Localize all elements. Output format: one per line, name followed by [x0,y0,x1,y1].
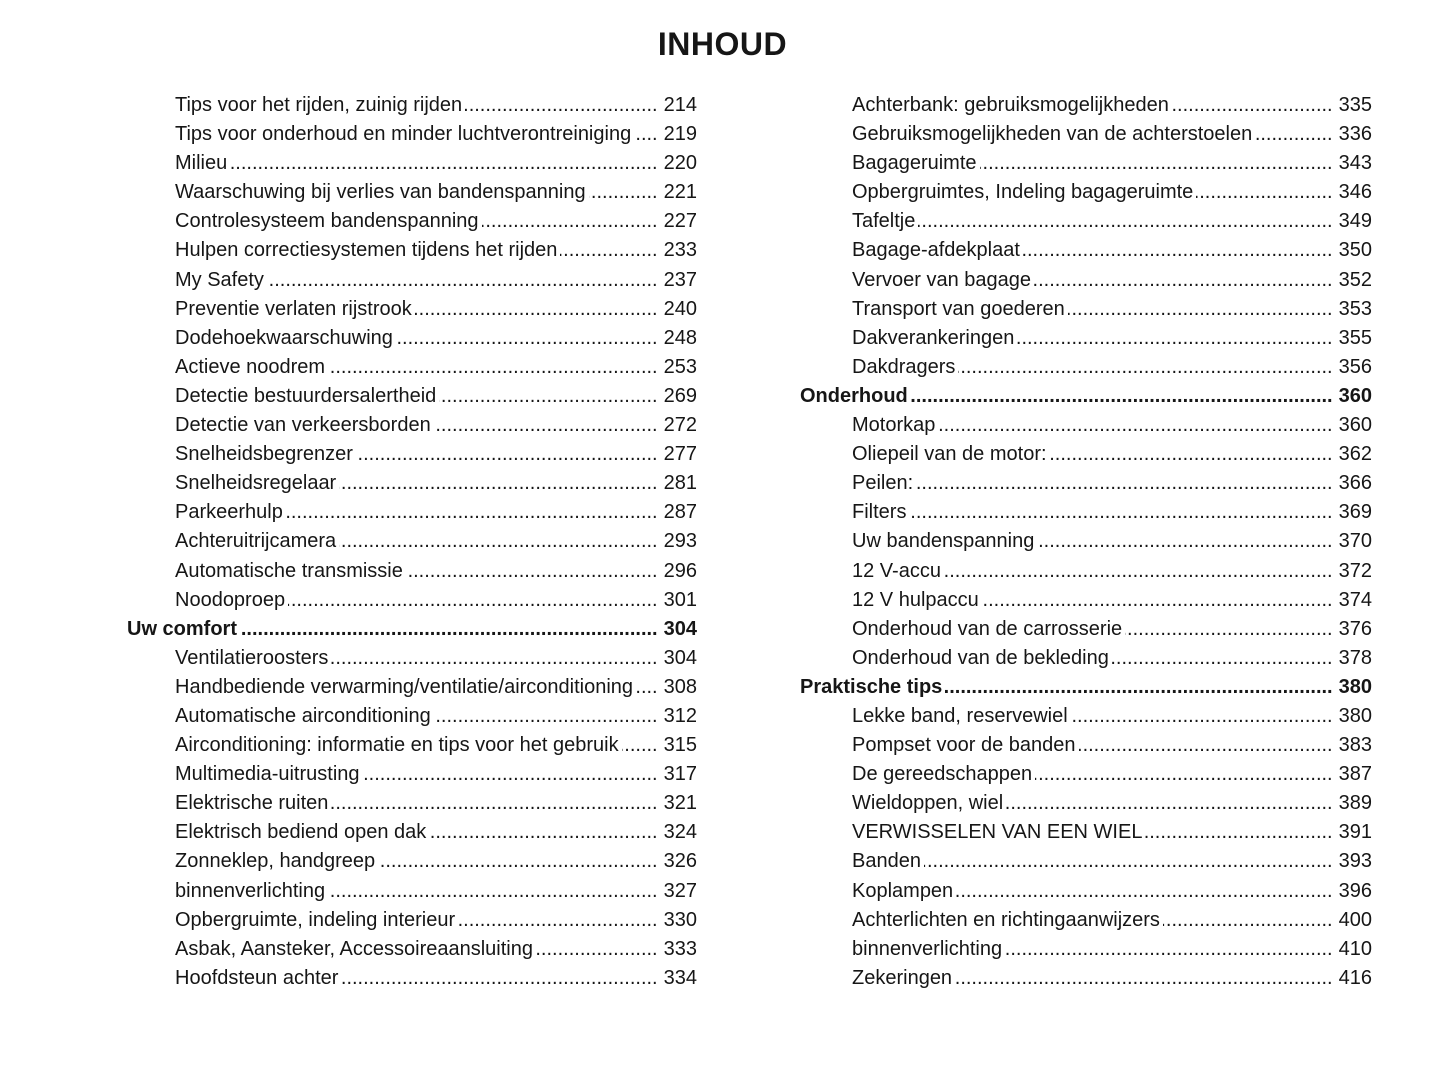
toc-entry-label: 12 V-accu [852,559,941,582]
dot-leader [938,411,1332,440]
page-number: 330 [663,908,697,931]
toc-entry-label: Elektrisch bediend open dak [175,821,427,844]
toc-entry [127,818,697,847]
toc-entry [800,789,1372,818]
page-number: 227 [663,210,697,233]
page-number: 393 [1338,850,1372,873]
dot-leader [1255,120,1332,149]
dot-leader [1005,935,1333,964]
page-number: 355 [1338,326,1372,349]
dot-leader [955,964,1333,993]
toc-entry [127,149,697,178]
toc-entry [127,382,697,411]
page-number: 383 [1338,734,1372,757]
page-number: 333 [663,937,697,960]
dot-leader [1172,91,1333,120]
toc-entry-label: Praktische tips [800,675,943,698]
toc-entry-label: Tips voor onderhoud en minder luchtverontreiniging [175,123,632,146]
toc-entry-label: Onderhoud van de bekleding [852,646,1109,669]
page-number: 380 [1338,704,1372,727]
toc-entry-label: Uw bandenspanning [852,530,1035,553]
toc-entry [127,557,697,586]
toc-entry [800,324,1372,353]
page-number: 374 [1338,588,1372,611]
page-number: 240 [663,297,697,320]
dot-leader [341,964,657,993]
dot-leader [429,818,657,847]
toc-entry-label: Vervoer van bagage [852,268,1032,291]
dot-leader [439,382,657,411]
toc-entry [127,760,697,789]
toc-entry [800,469,1372,498]
page-number: 353 [1338,297,1372,320]
toc-entry-label: Wieldoppen, wiel [852,792,1004,815]
dot-leader [286,498,658,527]
page-number: 248 [663,326,697,349]
toc-entry-label: De gereedschappen [852,763,1033,786]
toc-entry [800,178,1372,207]
toc-entry [800,586,1372,615]
dot-leader [328,877,658,906]
page-number: 360 [1338,414,1372,437]
page-number: 416 [1338,966,1372,989]
toc-entry [127,527,697,556]
dot-leader [944,557,1333,586]
toc-entry [800,353,1372,382]
toc-entry-label: Onderhoud van de carrosserie [852,617,1123,640]
page-number: 221 [663,181,697,204]
page-number: 312 [663,704,697,727]
dot-leader [945,673,1332,702]
toc-entry [800,964,1372,993]
page-number: 304 [663,617,697,640]
dot-leader [434,411,658,440]
toc-entry-label: Bagageruimte [852,152,977,175]
page-number: 327 [663,879,697,902]
toc-entry [127,266,697,295]
toc-entry [800,731,1372,760]
toc-entry [127,411,697,440]
toc-entry [800,906,1372,935]
toc-entry [127,91,697,120]
toc-entry-label: Peilen: [852,472,914,495]
toc-entry [800,702,1372,731]
dot-leader [288,586,658,615]
toc-entry-label: Banden [852,850,921,873]
page-number: 304 [663,646,697,669]
dot-leader [1071,702,1333,731]
toc-entry-label: Transport van goederen [852,297,1065,320]
dot-leader [458,906,657,935]
dot-leader [911,382,1333,411]
page-number: 335 [1338,94,1372,116]
page-number: 372 [1338,559,1372,582]
dot-leader [1068,295,1333,324]
dot-leader [1163,906,1333,935]
toc-entry [127,673,697,702]
dot-leader [1035,760,1332,789]
dot-leader [589,178,658,207]
page-title: INHOUD [657,26,788,62]
toc-entry [127,498,697,527]
toc-entry-label: binnenverlichting [175,879,326,902]
page-number: 219 [663,123,697,146]
toc-entry [127,789,697,818]
toc-entry-label: Automatische airconditioning [175,704,431,727]
toc-entry [800,120,1372,149]
toc-entry-label: Opbergruimtes, Indeling bagageruimte [852,181,1194,204]
toc-entry-label: Opbergruimte, indeling interieur [175,908,456,931]
dot-leader [415,295,658,324]
toc-entry-label: Ventilatieroosters [175,646,329,669]
toc-entry-label: Filters [852,501,907,524]
toc-entry-label: Handbediende verwarming/ventilatie/airconditioning [175,675,634,698]
toc-entry-label: Elektrische ruiten [175,792,329,815]
toc-entry-label: Snelheidsbegrenzer [175,443,353,466]
toc-entry [800,91,1372,120]
page-number: 343 [1338,152,1372,175]
toc-entry-label: Motorkap [852,414,936,437]
toc-entry-label: Achteruitrijcamera [175,530,337,553]
toc-entry-label: Zonneklep, handgreep [175,850,376,873]
page-number: 334 [663,966,697,989]
page-number: 387 [1338,763,1372,786]
toc-entry-label: Oliepeil van de motor: [852,443,1047,466]
toc-entry-label: Multimedia-uitrusting [175,763,360,786]
page-number: 308 [663,675,697,698]
page-number: 301 [663,588,697,611]
toc-entry-label: Dakverankeringen [852,326,1015,349]
page-number: 315 [663,734,697,757]
toc-entry-label: Bagage-afdekplaat [852,239,1020,262]
dot-leader [1037,527,1332,556]
dot-leader [622,731,658,760]
toc-entry-label: Gebruiksmogelijkheden van de achterstoelen [852,123,1253,146]
toc-entry-label: Onderhoud [800,384,908,407]
page-number: 281 [663,472,697,495]
toc-entry-label: Hoofdsteun achter [175,966,339,989]
page-number: 350 [1338,239,1372,262]
dot-leader [1196,178,1332,207]
page-number: 321 [663,792,697,815]
dot-leader [1006,789,1332,818]
dot-leader [958,353,1332,382]
toc-entry-label: My Safety [175,268,264,291]
toc-entry [127,120,697,149]
dot-leader [331,789,657,818]
toc-entry [127,644,697,673]
page-number: 214 [663,94,697,116]
toc-entry [127,877,697,906]
toc-entry-label: Achterlichten en richtingaanwijzers [852,908,1160,931]
dot-leader [406,557,658,586]
toc-entry-label: Snelheidsregelaar [175,472,337,495]
dot-leader [636,673,658,702]
page-number: 277 [663,443,697,466]
toc-entry-label: Asbak, Aansteker, Accessoireaansluiting [175,937,533,960]
toc-column-left [127,91,697,993]
dot-leader [918,207,1332,236]
toc-column-right [800,91,1372,993]
toc-entry [127,906,697,935]
toc-entry-label: 12 V hulpaccu [852,588,979,611]
toc-section-header [800,673,1372,702]
toc-entry [127,440,697,469]
page-number: 376 [1338,617,1372,640]
dot-leader [363,760,658,789]
dot-leader [1023,236,1333,265]
toc-entry-label: VERWISSELEN VAN EEN WIEL [852,821,1143,844]
dot-leader [356,440,658,469]
dot-leader [1017,324,1332,353]
page-number: 360 [1338,384,1372,407]
dot-leader [1079,731,1333,760]
page-number: 366 [1338,472,1372,495]
dot-leader [230,149,657,178]
dot-leader [331,644,657,673]
toc-entry [800,847,1372,876]
toc-entry-label: Achterbank: gebruiksmogelijkheden [852,94,1169,116]
toc-entry [800,527,1372,556]
dot-leader [339,527,657,556]
toc-entry [127,964,697,993]
dot-leader [434,702,658,731]
toc-entry [800,877,1372,906]
page-number: 220 [663,152,697,175]
page-number: 362 [1338,443,1372,466]
toc-entry-label: Koplampen [852,879,954,902]
dot-leader [909,498,1332,527]
toc-entry [127,236,697,265]
dot-leader [267,266,658,295]
dot-leader [1125,615,1332,644]
toc-entry [127,469,697,498]
dot-leader [328,353,658,382]
toc-entry [127,207,697,236]
page-number: 369 [1338,501,1372,524]
dot-leader [980,149,1333,178]
page-number: 410 [1338,937,1372,960]
dot-leader [982,586,1333,615]
toc-entry-label: Parkeerhulp [175,501,283,524]
page-number: 380 [1338,675,1372,698]
page-number: 346 [1338,181,1372,204]
toc-entry [800,935,1372,964]
toc-entry [800,411,1372,440]
dot-leader [240,615,658,644]
toc-section-header [800,382,1372,411]
toc-entry [127,178,697,207]
toc-entry-label: Uw comfort [127,617,237,640]
toc-entry [800,236,1372,265]
dot-leader [924,847,1333,876]
toc-entry-label: Dakdragers [852,355,956,378]
page-number: 269 [663,384,697,407]
toc-entry [800,149,1372,178]
page-number: 293 [663,530,697,553]
toc-entry [127,295,697,324]
toc-entry [800,207,1372,236]
dot-leader [1050,440,1333,469]
dot-leader [378,847,657,876]
toc-entry-label: Hulpen correctiesystemen tijdens het rijden [175,239,558,262]
page-number: 396 [1338,879,1372,902]
toc-entry [800,498,1372,527]
page-number: 287 [663,501,697,524]
dot-leader [1112,644,1333,673]
toc-entry [127,324,697,353]
toc-entry-label: Zekeringen [852,966,953,989]
toc-entry [127,847,697,876]
toc-entry [800,615,1372,644]
toc-entry-label: Tafeltje [852,210,916,233]
page-number: 237 [663,268,697,291]
toc-entry [800,295,1372,324]
toc-entry-label: Controlesysteem bandenspanning [175,210,479,233]
toc-entry [800,440,1372,469]
toc-entry-label: Pompset voor de banden [852,734,1076,757]
dot-leader [634,120,657,149]
dot-leader [916,469,1332,498]
dot-leader [956,877,1332,906]
toc-entry-label: Tips voor het rijden, zuinig rijden [175,94,463,116]
toc-entry [800,644,1372,673]
page-number: 349 [1338,210,1372,233]
page-number: 233 [663,239,697,262]
toc-entry [800,266,1372,295]
page-number: 389 [1338,792,1372,815]
toc-entry [127,935,697,964]
dot-leader [482,207,658,236]
page-number: 336 [1338,123,1372,146]
dot-leader [396,324,658,353]
page-number: 400 [1338,908,1372,931]
toc-entry [127,353,697,382]
toc-entry [800,760,1372,789]
toc-entry-label: Waarschuwing bij verlies van bandenspanning [175,181,586,204]
page-number: 378 [1338,646,1372,669]
toc-entry-label: Noodoproep [175,588,286,611]
page-number: 253 [663,355,697,378]
toc-entry [127,731,697,760]
dot-leader [1145,818,1332,847]
dot-leader [1034,266,1333,295]
page-number: 317 [663,763,697,786]
page-number: 352 [1338,268,1372,291]
page-number: 326 [663,850,697,873]
page-number: 296 [663,559,697,582]
page-number: 324 [663,821,697,844]
toc-entry [800,557,1372,586]
toc-entry-label: Detectie van verkeersborden [175,414,431,437]
toc-entry [800,818,1372,847]
toc-entry-label: Dodehoekwaarschuwing [175,326,393,349]
page-number: 272 [663,414,697,437]
dot-leader [339,469,657,498]
page-number: 391 [1338,821,1372,844]
toc-entry-label: Actieve noodrem [175,355,326,378]
page-number: 356 [1338,355,1372,378]
toc-entry [127,586,697,615]
toc-entry-label: Automatische transmissie [175,559,403,582]
toc-entry-label: Airconditioning: informatie en tips voor het gebruik [175,734,619,757]
dot-leader [560,236,657,265]
page-number: 370 [1338,530,1372,553]
toc-entry-label: Milieu [175,152,228,175]
toc-entry-label: binnenverlichting [852,937,1003,960]
toc-entry-label: Lekke band, reservewiel [852,704,1068,727]
toc-section-header [127,615,697,644]
toc-entry-label: Detectie bestuurdersalertheid [175,384,437,407]
toc-entry-label: Preventie verlaten rijstrook [175,297,412,320]
toc-entry [127,702,697,731]
dot-leader [536,935,658,964]
dot-leader [465,91,657,120]
